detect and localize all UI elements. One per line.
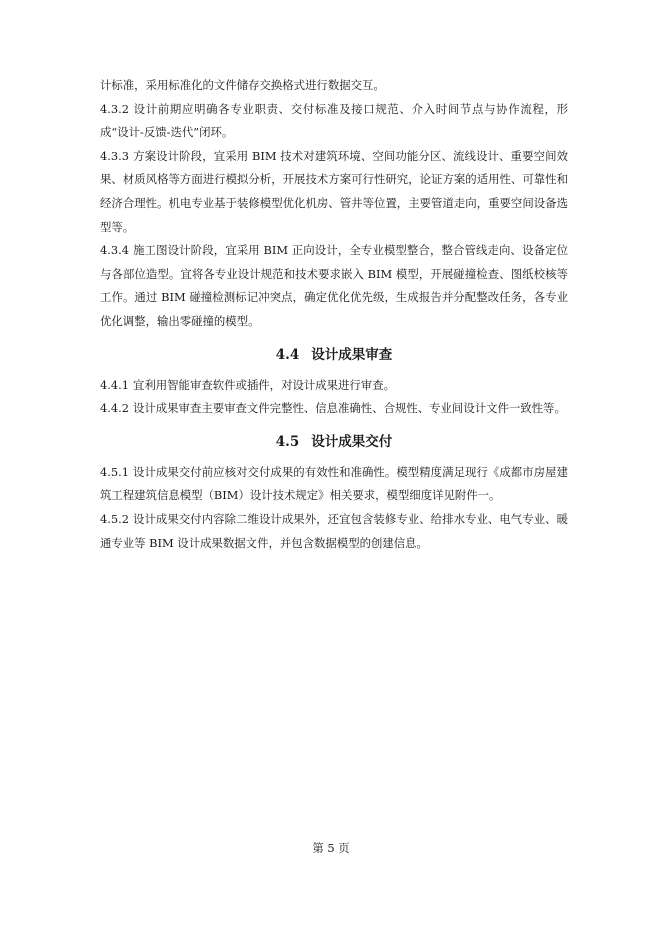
clause-4-5-1 xyxy=(100,461,568,508)
clause-number: 4.5.2 xyxy=(100,511,129,526)
clause-text: 设计成果交付前应核对交付成果的有效性和准确性。模型精度满足现行《成都市房屋建筑工程建筑信息模型（BIM）设计技术规定》相关要求，模型细度详见附件一。 xyxy=(100,464,568,503)
clause-text: 方案设计阶段，宜采用 BIM 技术对建筑环境、空间功能分区、流线设计、重要空间效果、材质风格等方面进行模拟分析，开展技术方案可行性研究，论证方案的适用性、可靠性和经济合理性。机电专业基于装修模型优化机房、管井等位置，主要管道走向，重要空间设备选型等。 xyxy=(100,148,568,234)
clause-text: 宜利用智能审查软件或插件，对设计成果进行审查。 xyxy=(132,377,395,392)
section-number: 4.4 xyxy=(275,346,300,363)
section-heading-4-5 xyxy=(100,430,568,454)
section-title: 设计成果交付 xyxy=(311,433,393,450)
clause-4-4-2 xyxy=(100,397,568,421)
document-body xyxy=(100,74,568,555)
clause-4-3-4 xyxy=(100,239,568,333)
section-title: 设计成果审查 xyxy=(311,346,393,363)
clause-number: 4.4.1 xyxy=(100,377,129,392)
clause-4-3-3 xyxy=(100,145,568,239)
clause-text: 设计成果交付内容除二维设计成果外，还宜包含装修专业、给排水专业、电气专业、暖通专业等 BIM 设计成果数据文件，并包含数据模型的创建信息。 xyxy=(100,511,568,550)
clause-number: 4.3.2 xyxy=(100,101,129,116)
page-footer xyxy=(0,840,662,856)
clause-text: 设计成果审查主要审查文件完整性、信息准确性、合规性、专业间设计文件一致性等。 xyxy=(132,401,566,416)
clause-4-4-1 xyxy=(100,374,568,398)
page-number: 第 5 页 xyxy=(312,841,350,855)
clause-text: 设计前期应明确各专业职责、交付标准及接口规范、介入时间节点与协作流程，形成“设计-反馈-迭代”闭环。 xyxy=(100,101,568,140)
clause-number: 4.3.3 xyxy=(100,148,129,163)
clause-number: 4.3.4 xyxy=(100,243,129,258)
paragraph-continued xyxy=(100,74,568,98)
paragraph-text: 计标准，采用标准化的文件储存交换格式进行数据交互。 xyxy=(100,78,385,92)
section-heading-4-4 xyxy=(100,343,568,367)
clause-4-5-2 xyxy=(100,508,568,555)
clause-4-3-2 xyxy=(100,98,568,145)
clause-number: 4.5.1 xyxy=(100,464,129,479)
clause-number: 4.4.2 xyxy=(100,401,129,416)
section-number: 4.5 xyxy=(275,433,300,450)
clause-text: 施工图设计阶段，宜采用 BIM 正向设计，全专业模型整合，整合管线走向、设备定位与各部位造型。宜将各专业设计规范和技术要求嵌入 BIM 模型，开展碰撞检查、图纸校核等工作。通过 BIM 碰撞检测标记冲突点，确定优化优先级，生成报告并分配整改任务，各专业优化调整，输出零碰撞的模型。 xyxy=(100,243,568,328)
